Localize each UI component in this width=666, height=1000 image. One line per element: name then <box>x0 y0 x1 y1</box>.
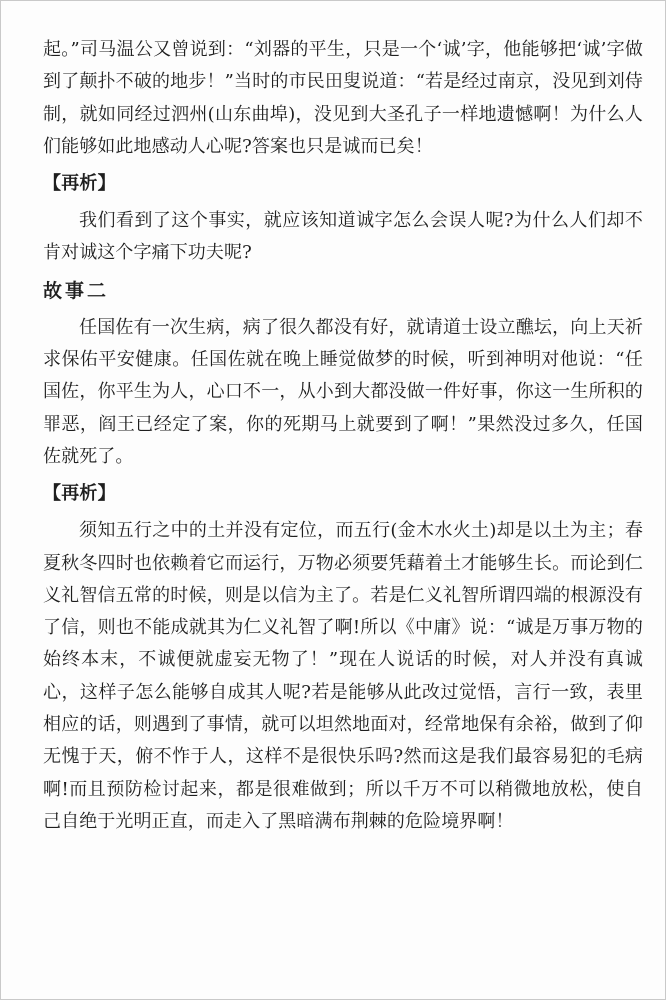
section-heading-reanalysis-1: 【再析】 <box>43 173 116 195</box>
story-title-two: 故事二 <box>43 279 110 302</box>
paragraph-liu-story-end: 起。”司马温公又曾说到：“刘器的平生，只是一个‘诚’字，他能够把‘诚’字做到了颠扑不破的地步！”当时的市民田叟说道：“若是经过南京，没见到刘侍制，就如同经过泗州(山东曲埠)，没见到大圣孔子一样地遗憾啊！为什么人们能够如此地感动人心呢?答案也只是诚而已矣！ <box>43 39 643 157</box>
section-heading-reanalysis-2: 【再析】 <box>43 483 116 505</box>
paragraph-ren-guozuo-story: 任国佐有一次生病，病了很久都没有好，就请道士设立醮坛，向上天祈求保佑平安健康。任国佐就在晚上睡觉做梦的时候，听到神明对他说：“任国佐，你平生为人，心口不一，从小到大都没做一件好事，你这一生所积的罪恶，阎王已经定了案，你的死期马上就要到了啊！”果然没过多久，任国佐就死了。 <box>43 316 643 467</box>
paragraph-reanalysis-2: 须知五行之中的土并没有定位，而五行(金木水火土)却是以土为主；春夏秋冬四时也依赖着它而运行，万物必须要凭藉着土才能够生长。而论到仁义礼智信五常的时候，则是以信为主了。若是仁义礼智所谓四端的根源没有了信，则也不能成就其为仁义礼智了啊!所以《中庸》说：“诚是万事万物的始终本末，不诚便就虚妄无物了！”现在人说话的时候，对人并没有真诚心，这样子怎么能够自成其人呢?若是能够从此改过觉悟，言行一致，表里相应的话，则遇到了事情，就可以坦然地面对，经常地保有余裕，做到了仰无愧于天，俯不怍于人，这样不是很快乐吗?然而这是我们最容易犯的毛病啊!而且预防检讨起来，都是很难做到；所以千万不可以稍微地放松，使自己自绝于光明正直，而走入了黑暗满布荆棘的危险境界啊！ <box>43 520 643 832</box>
page-body <box>43 34 643 844</box>
paragraph-reanalysis-1: 我们看到了这个事实，就应该知道诚字怎么会误人呢?为什么人们却不肯对诚这个字痛下功夫呢? <box>43 210 643 264</box>
